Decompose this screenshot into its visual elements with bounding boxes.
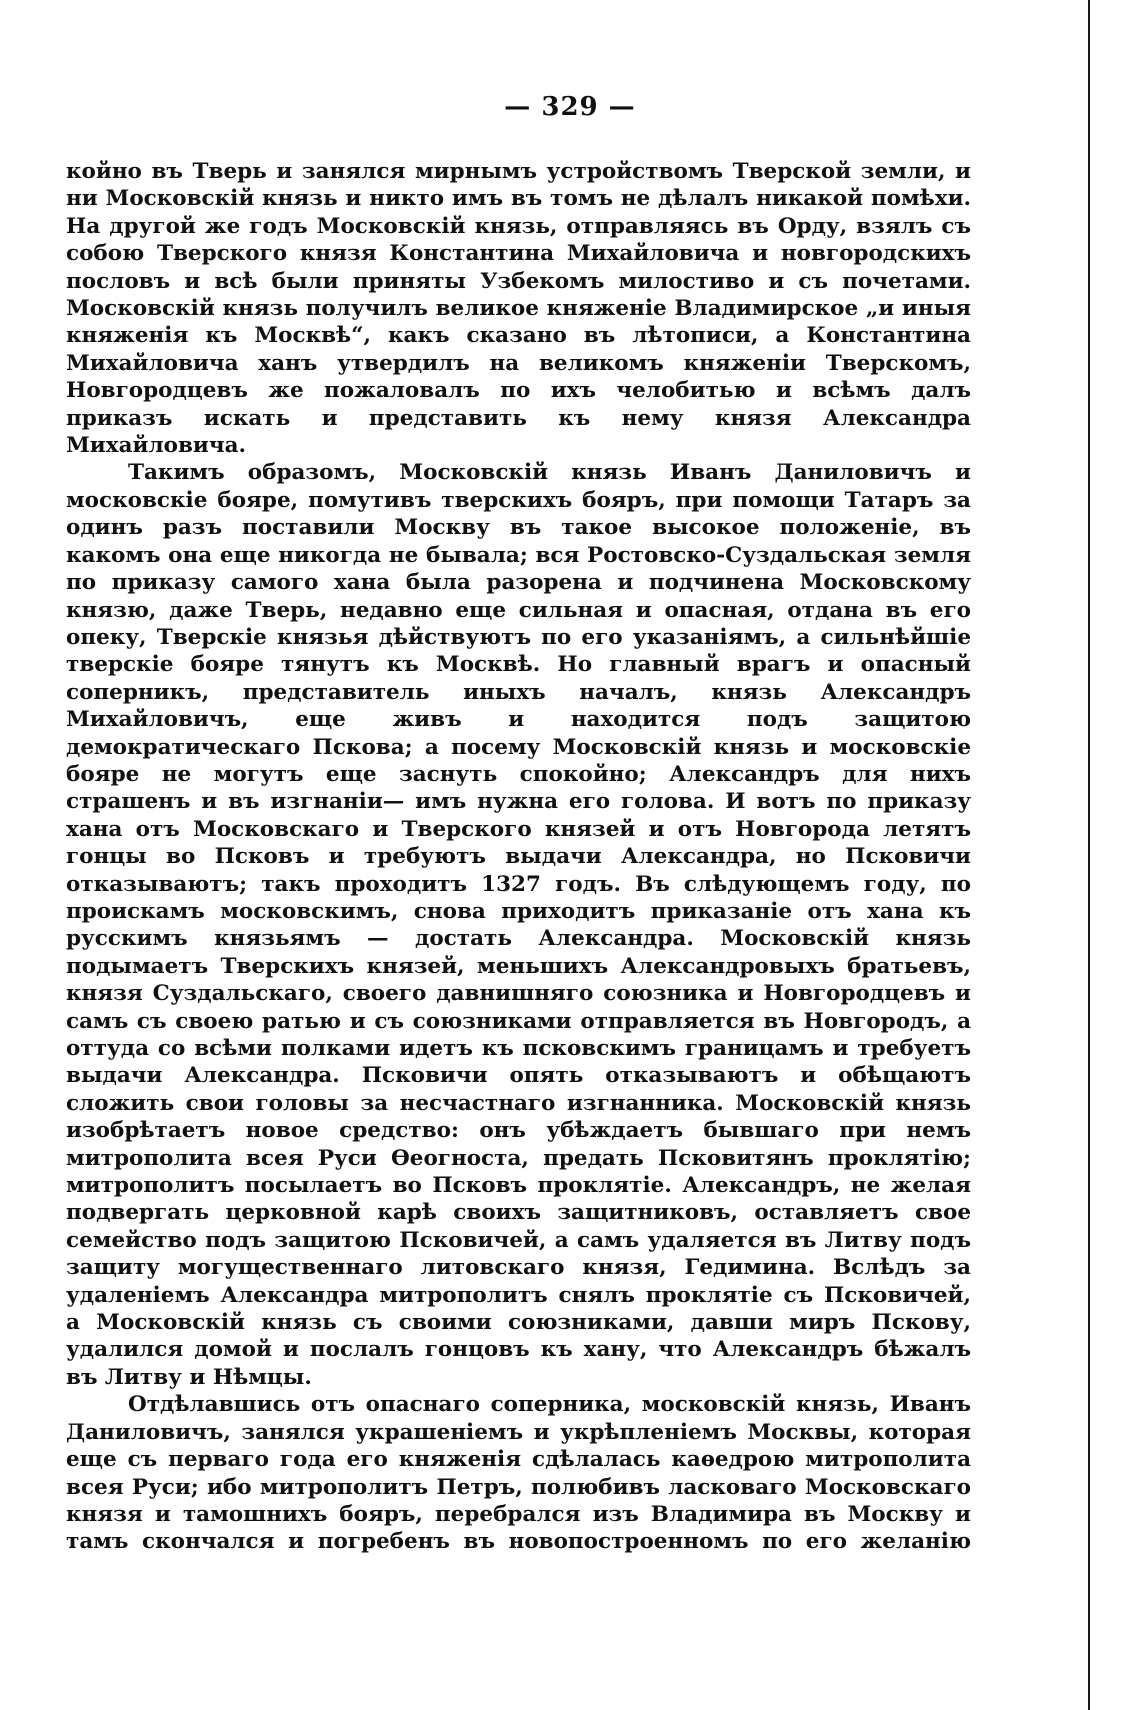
paragraph-3: Отдѣлавшись отъ опаснаго соперника, московскій князь, Иванъ Даниловичъ, занялся украшеніемъ и укрѣпленіемъ Москвы, которая еще съ перваго года его княженія сдѣлалась каѳедрою митрополита всея Руси; ибо митрополитъ Петръ, полюбивъ ласковаго Московскаго князя и тамошнихъ бояръ, перебрался изъ Владимира въ Москву и тамъ скончался и погребенъ въ новопостроенномъ по его желанію [66,1392,971,1555]
scan-edge-rule [1088,0,1090,1710]
paragraph-2: Такимъ образомъ, Московскій князь Иванъ Даниловичъ и московскіе бояре, помутивъ тверскихъ бояръ, при помощи Татаръ за одинъ разъ поставили Москву въ такое высокое положеніе, въ какомъ она еще никогда не бывала; вся Ростовско-Суздальская земля по приказу самого хана была разорена и подчинена Московскому князю, даже Тверь, недавно еще сильная и опасная, отдана въ его опеку, Тверскіе князья дѣйствуютъ по его указаніямъ, а сильнѣйшіе тверскіе бояре тянутъ къ Москвѣ. Но главный врагъ и опасный соперникъ, представитель иныхъ началъ, князь Александръ Михайловичъ, еще живъ и находится подъ защитою демократическаго Пскова; а посему Московскій князь и московскіе бояре не могутъ еще заснуть спокойно; Александръ для нихъ страшенъ и въ изгнаніи— имъ нужна его голова. И вотъ по приказу хана отъ Московскаго и Тверского князей и отъ Новгорода летятъ гонцы во Псковъ и требуютъ выдачи Александра, но Псковичи отказываютъ; такъ проходитъ 1327 годъ. Въ слѣдующемъ году, по проискамъ московскимъ, снова приходитъ приказаніе отъ хана къ русскимъ князьямъ — достать Александра. Московскій князь подымаетъ Тверскихъ князей, меньшихъ Александровыхъ братьевъ, князя Суздальскаго, своего давнишняго союзника и Новгородцевъ и самъ съ своею ратью и съ союзниками отправляется въ Новгородъ, а оттуда со всѣми полками идетъ къ псковскимъ границамъ и требуетъ выдачи Александра. Псковичи опять отказываютъ и обѣщаютъ сложить свои головы за несчастнаго изгнанника. Московскій князь изобрѣтаетъ новое средство: онъ убѣждаетъ бывшаго при немъ митрополита всея Руси Ѳеогноста, предать Псковитянъ проклятію; митрополитъ посылаетъ во Псковъ проклятіе. Александръ, не желая подвергать церковной карѣ своихъ защитниковъ, оставляетъ свое семейство подъ защитою Псковичей, а самъ удаляется въ Литву подъ защиту могущественнаго литовскаго князя, Гедимина. Вслѣдъ за удаленіемъ Александра митрополитъ снялъ проклятіе съ Псковичей, а Московскій князь съ своими союзниками, давши миръ Пскову, удалился домой и послалъ гонцовъ къ хану, что Александръ бѣжалъ въ Литву и Нѣмцы. [66,460,971,1390]
page-number: — 329 — [504,92,636,122]
body-text [66,158,971,1556]
paragraph-1: койно въ Тверь и занялся мирнымъ устройствомъ Тверской земли, и ни Московскій князь и никто имъ въ томъ не дѣлалъ никакой помѣхи. На другой же годъ Московскій князь, отправляясь въ Орду, взялъ съ собою Тверского князя Константина Михайловича и новгородскихъ пословъ и всѣ были приняты Узбекомъ милостиво и съ почетами. Московскій князь получилъ великое княженіе Владимирское „и иныя княженія къ Москвѣ“, какъ сказано въ лѣтописи, а Константина Михайловича ханъ утвердилъ на великомъ княженіи Тверскомъ, Новгородцевъ же пожаловалъ по ихъ челобитью и всѣмъ далъ приказъ искать и представить къ нему князя Александра Михайловича. [66,159,971,459]
